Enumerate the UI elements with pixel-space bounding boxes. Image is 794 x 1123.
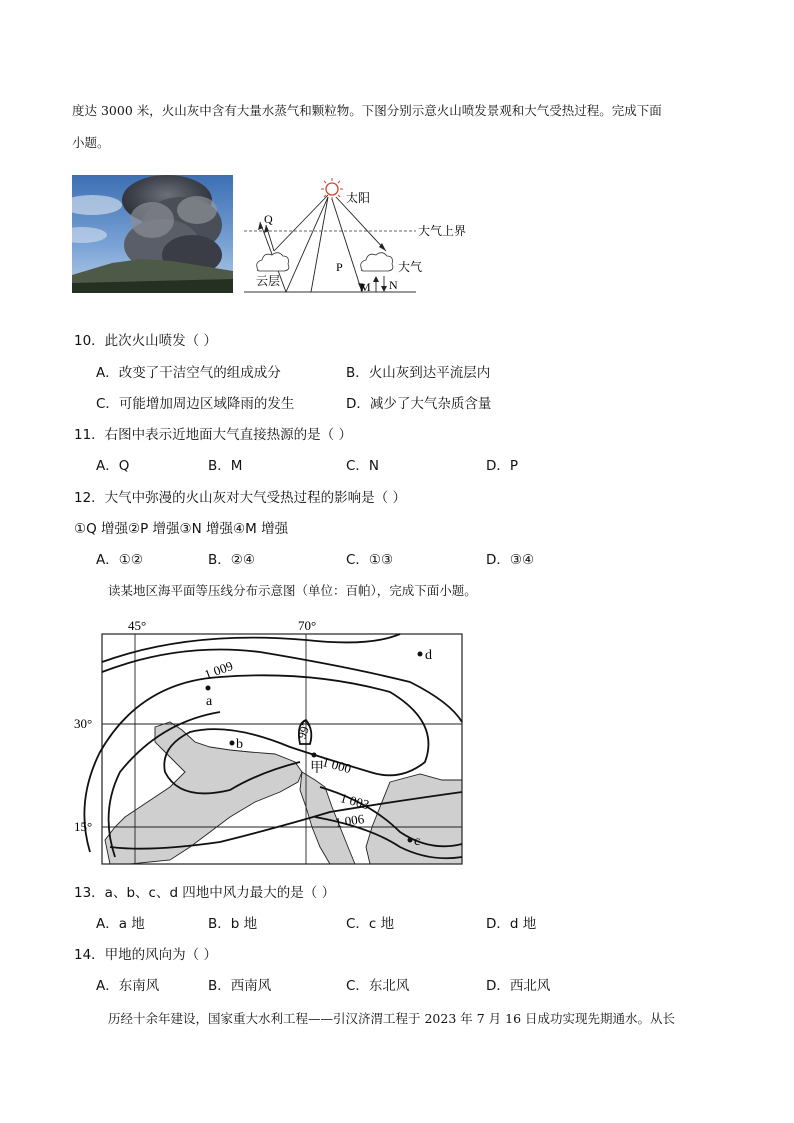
question-12-stem: 12．大气中弥漫的火山灰对大气受热过程的影响是（ ） [74, 490, 406, 506]
point-a [206, 686, 211, 691]
question-11-option-c: C．N [346, 458, 380, 474]
question-12-option-a: A．①② [96, 552, 143, 568]
point-jia [312, 753, 317, 758]
question-12-option-b: B．②④ [208, 552, 255, 568]
question-10-stem: 10．此次火山喷发（ ） [74, 333, 217, 349]
sun-label: 太阳 [346, 191, 371, 205]
isobar-map [70, 612, 470, 872]
question-14-stem: 14．甲地的风向为（ ） [74, 947, 217, 963]
point-c-label: c [414, 834, 421, 849]
Q-label: Q [264, 212, 273, 226]
isobar-1003-label: 1 003 [338, 790, 371, 813]
question-11-option-d: D．P [486, 458, 519, 474]
question-12-option-d: D．③④ [486, 552, 535, 568]
question-10-option-b: B．火山灰到达平流层内 [346, 365, 491, 381]
question-13-stem: 13．a、b、c、d 四地中风力最大的是（ ） [74, 885, 336, 901]
M-label: M [360, 280, 371, 294]
volcano-eruption-photo [72, 175, 233, 293]
point-jia-label: 甲 [310, 761, 324, 776]
intro-text-line2: 小题。 [72, 135, 110, 150]
point-a-label: a [206, 694, 213, 709]
question-13-option-b: B．b 地 [208, 916, 258, 932]
cloud-icon [257, 253, 393, 271]
isobar-1009-label: 1 009 [202, 657, 235, 683]
question-11-option-a: A．Q [96, 458, 130, 474]
longitude-70-label: 70° [298, 618, 317, 633]
isobar-997-label: 997 [294, 718, 314, 741]
isobar-intro-text: 读某地区海平面等压线分布示意图（单位：百帕），完成下面小题。 [108, 583, 477, 598]
bottom-intro-text: 历经十余年建设，国家重大水利工程——引汉济渭工程于 2023 年 7 月 16 日成功实现先期通水。从长 [108, 1011, 676, 1026]
latitude-15-label: 15° [74, 819, 93, 834]
cloud-layer-label: 云层 [256, 274, 281, 288]
longitude-45-label: 45° [128, 618, 147, 633]
sun-icon [321, 178, 343, 200]
question-11-option-b: B．M [208, 458, 243, 474]
latitude-30-label: 30° [74, 716, 93, 731]
question-13-option-a: A．a 地 [96, 916, 145, 932]
point-d [418, 652, 423, 657]
N-label: N [389, 278, 398, 292]
point-d-label: d [425, 648, 432, 663]
intro-text-line1: 度达 3000 米，火山灰中含有大量水蒸气和颗粒物。下图分别示意火山喷发景观和大气受热过程。完成下面 [72, 103, 662, 118]
question-12-option-c: C．①③ [346, 552, 394, 568]
point-b [230, 741, 235, 746]
question-11-stem: 11．右图中表示近地面大气直接热源的是（ ） [74, 427, 352, 443]
isobar-1006-label: 1 006 [334, 811, 366, 831]
question-13-option-d: D．d 地 [486, 916, 537, 932]
point-c [408, 838, 413, 843]
question-10-option-c: C．可能增加周边区域降雨的发生 [96, 396, 295, 412]
question-14-option-b: B．西南风 [208, 978, 272, 994]
P-label: P [336, 260, 343, 274]
point-b-label: b [236, 737, 243, 752]
question-14-option-c: C．东北风 [346, 978, 410, 994]
atmosphere-top-label: 大气上界 [418, 224, 467, 238]
question-10-option-a: A．改变了干洁空气的组成成分 [96, 365, 281, 381]
atmospheric-heating-diagram [236, 175, 476, 300]
question-14-option-a: A．东南风 [96, 978, 160, 994]
isobar-1000-label: 1 000 [320, 754, 353, 777]
question-10-option-d: D．减少了大气杂质含量 [346, 396, 492, 412]
question-14-option-d: D．西北风 [486, 978, 551, 994]
question-12-statements: ①Q 增强②P 增强③N 增强④M 增强 [74, 521, 289, 537]
question-13-option-c: C．c 地 [346, 916, 395, 932]
atmosphere-label: 大气 [398, 260, 423, 274]
